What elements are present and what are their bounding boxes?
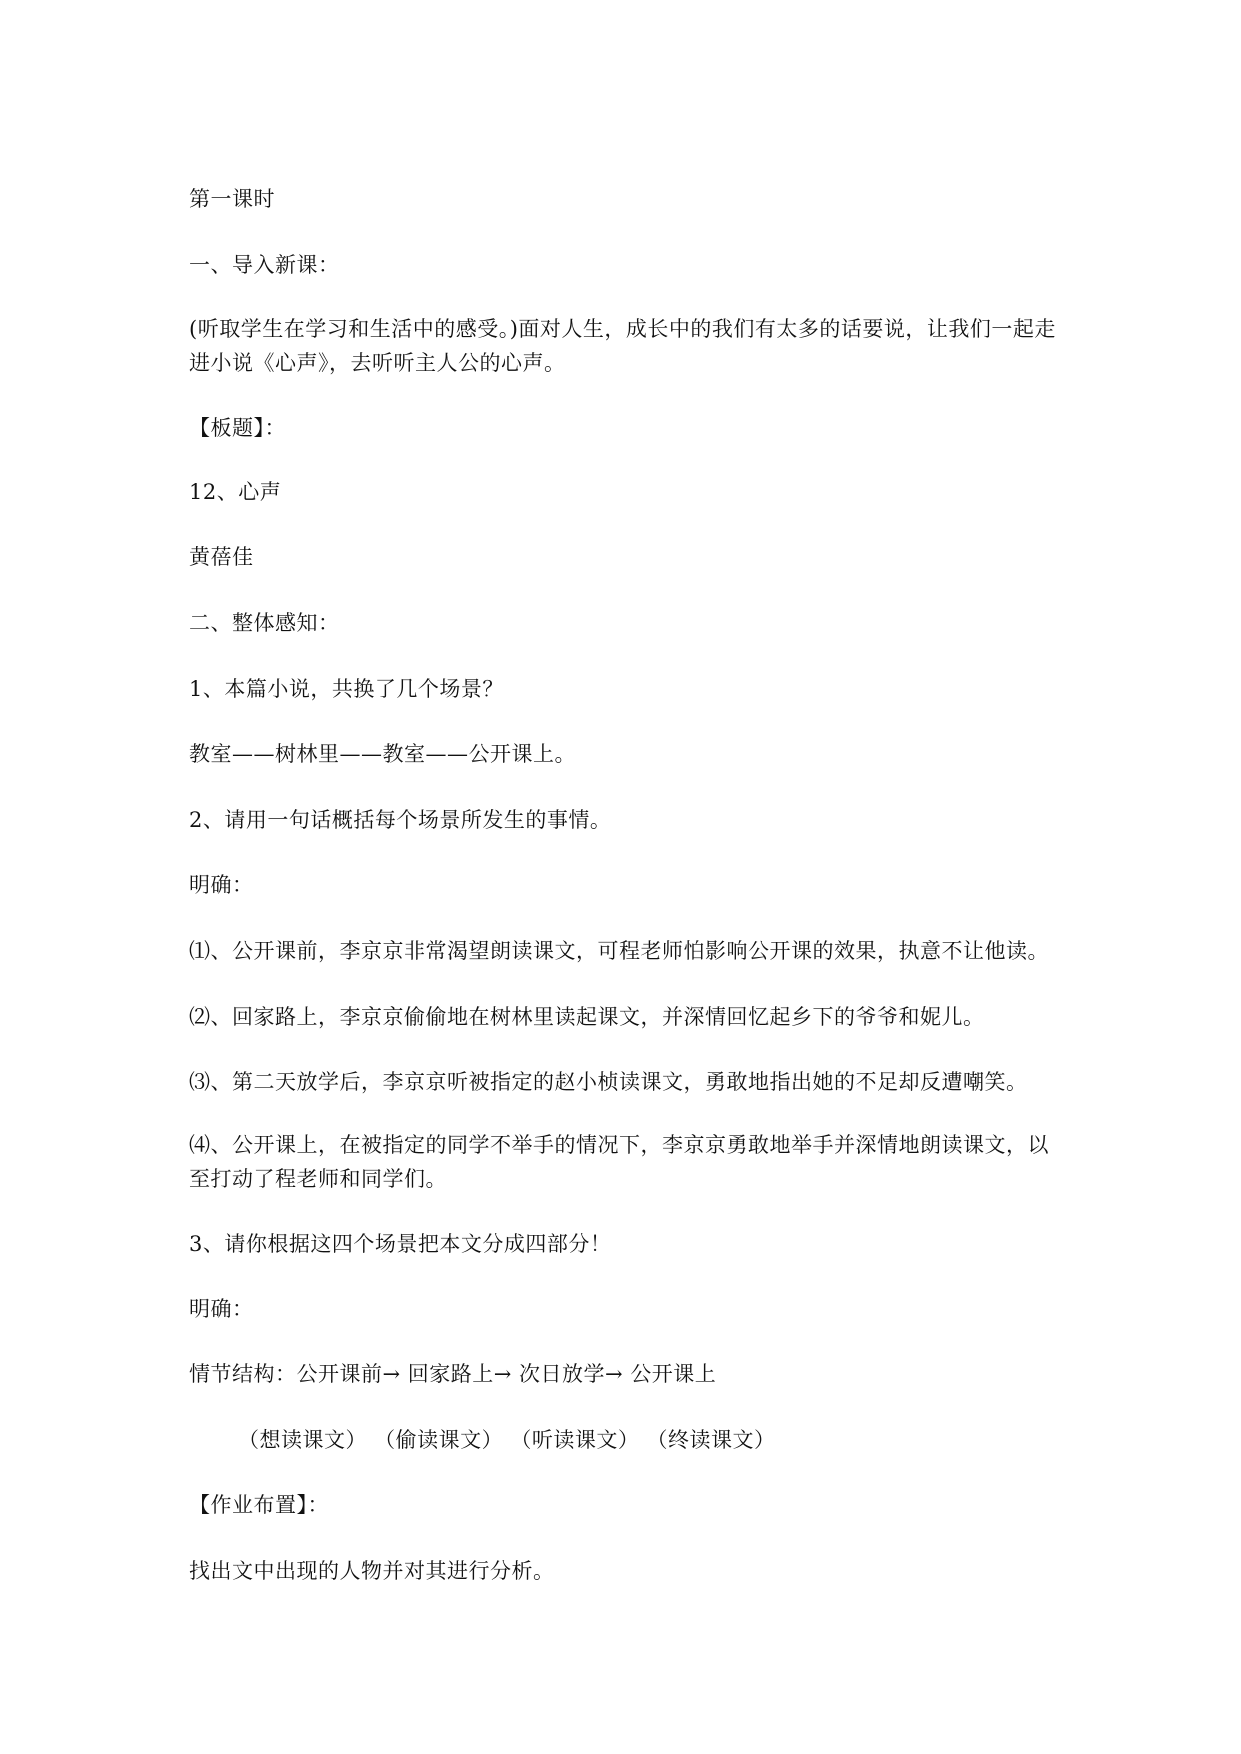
scene-summary-1: ⑴、公开课前，李京京非常渴望朗读课文，可程老师怕影响公开课的效果，执意不让他读。	[189, 939, 1049, 963]
question-1: 1、本篇小说，共换了几个场景？	[189, 677, 504, 701]
question-3: 3、请你根据这四个场景把本文分成四部分！	[189, 1232, 612, 1256]
intro-paragraph: (听取学生在学习和生活中的感受。)面对人生，成长中的我们有太多的话要说，让我们一起走进小说《心声》，去听听主人公的心声。	[189, 317, 1056, 375]
plot-structure-notes: （想读课文） （偷读课文） （听读课文） （终读课文）	[238, 1428, 776, 1452]
scene-summary-2: ⑵、回家路上，李京京偷偷地在树林里读起课文，并深情回忆起乡下的爷爷和妮儿。	[189, 1005, 985, 1029]
clarify-label-2: 明确：	[189, 1297, 254, 1321]
lesson-title: 12、心声	[189, 480, 282, 504]
clarify-label-1: 明确：	[189, 873, 254, 897]
section-intro-heading: 一、导入新课：	[189, 253, 340, 277]
scene-summary-4: ⑷、公开课上，在被指定的同学不举手的情况下，李京京勇敢地举手并深情地朗读课文，以至打动了程老师和同学们。	[189, 1133, 1049, 1191]
plot-structure: 情节结构：公开课前→ 回家路上→ 次日放学→ 公开课上	[189, 1362, 717, 1386]
board-title-label: 【板题】：	[189, 416, 286, 440]
author-name: 黄蓓佳	[189, 545, 254, 569]
homework-text: 找出文中出现的人物并对其进行分析。	[189, 1559, 555, 1583]
homework-label: 【作业布置】：	[189, 1493, 329, 1517]
answer-1: 教室——树林里——教室——公开课上。	[189, 742, 576, 766]
section-overview-heading: 二、整体感知：	[189, 611, 340, 635]
question-2: 2、请用一句话概括每个场景所发生的事情。	[189, 808, 612, 832]
scene-summary-3: ⑶、第二天放学后，李京京听被指定的赵小桢读课文，勇敢地指出她的不足却反遭嘲笑。	[189, 1070, 1028, 1094]
lesson-period-heading: 第一课时	[189, 187, 275, 211]
